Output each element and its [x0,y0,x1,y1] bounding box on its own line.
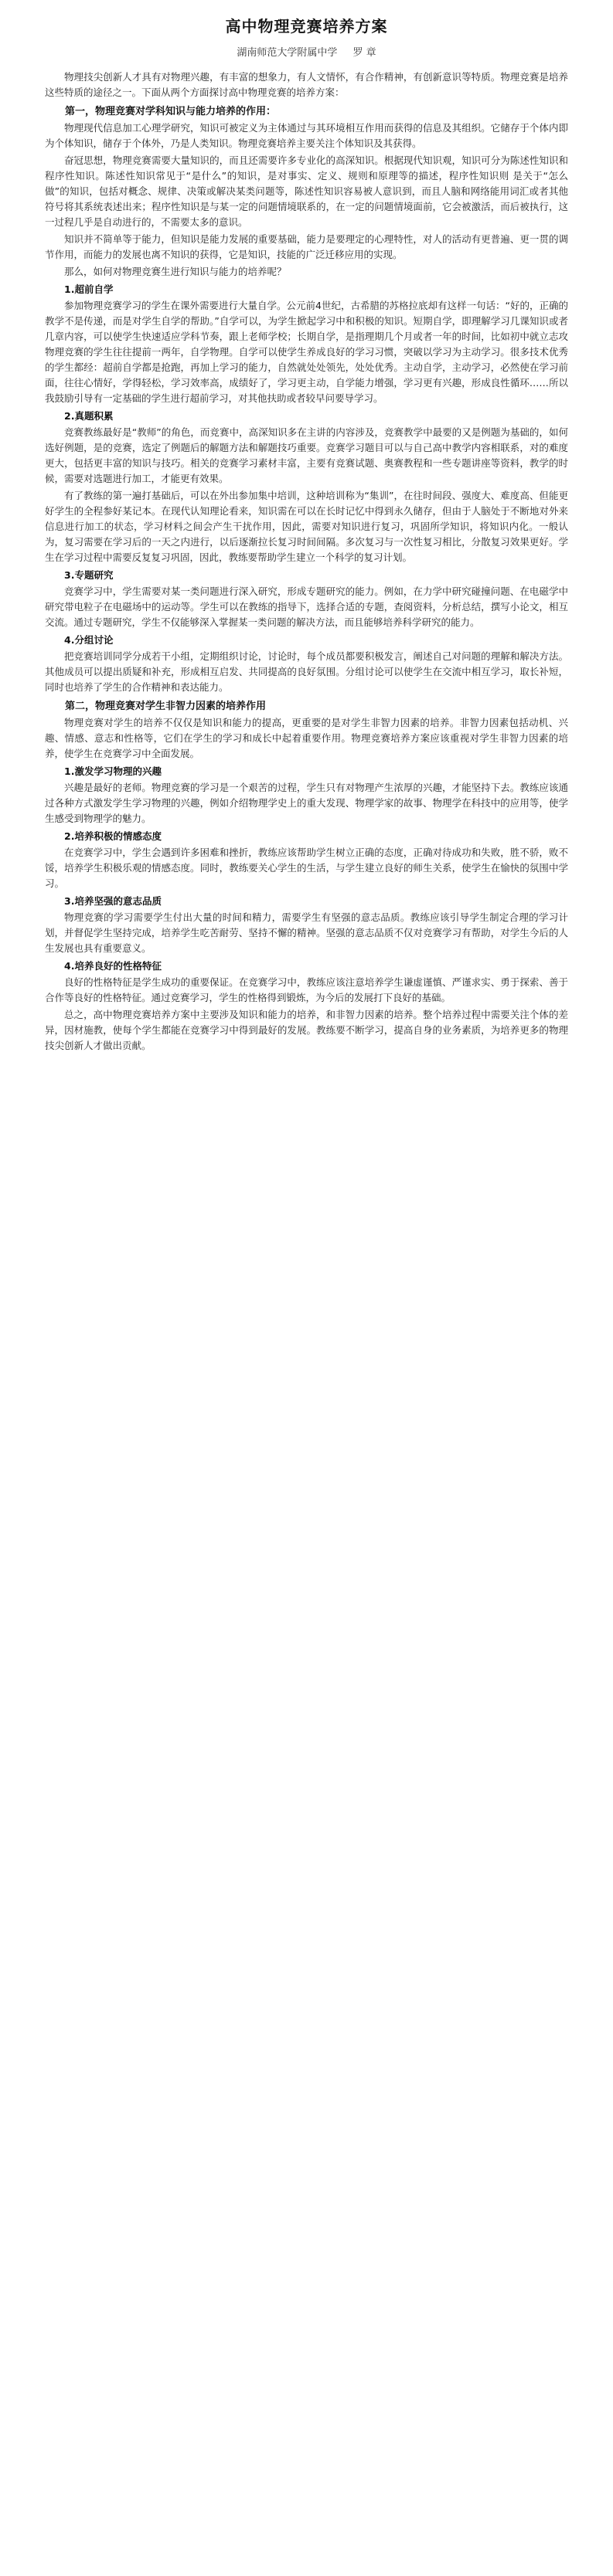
document-page [0,0,613,1086]
subsection-heading: 2.培养积极的情感态度 [64,830,162,842]
body-paragraph: 物理竞赛的学习需要学生付出大量的时间和精力，需要学生有坚强的意志品质。教练应该引导学生制定合理的学习计划，并督促学生坚持完成，培养学生吃苦耐劳、坚持不懈的精神。坚强的意志品质不仅对竞赛学习有帮助，对学生今后的人生发展也具有重要意义。 [45,911,568,954]
body-paragraph: 良好的性格特征是学生成功的重要保证。在竞赛学习中，教练应该注意培养学生谦虚谨慎、严谨求实、勇于探索、善于合作等良好的性格特征。通过竞赛学习，学生的性格得到锻炼，为今后的发展打下良好的基础。 [45,976,568,1003]
body-paragraph: 知识并不简单等于能力，但知识是能力发展的重要基础，能力是要理定的心理特性，对人的活动有更普遍、更一贯的调节作用，而能力的发展也离不知识的获得，它是知识，技能的广泛迁移应用的实现。 [45,233,568,260]
body-paragraph: 物理技尖创新人才具有对物理兴趣，有丰富的想象力，有人文情怀，有合作精神，有创新意识等特质。物理竞赛是培养这些特质的途径之一。下面从两个方面探讨高中物理竞赛的培养方案： [45,71,568,98]
body-paragraph: 那么，如何对物理竞赛生进行知识与能力的培养呢？ [64,266,287,277]
body-paragraph: 把竞赛培训同学分成若干小组，定期组织讨论，讨论时，每个成员都要积极发言，阐述自己对问题的理解和解决方法。其他成员可以提出质疑和补充，形成相互启发、共同提高的良好氛围。分组讨论可以使学生在交流中相互学习，取长补短，同时也培养了学生的合作精神和表达能力。 [45,650,568,693]
body-paragraph: 有了教练的第一遍打基础后，可以在外出参加集中培训，这种培训称为“集训”，在往时间段、强度大、难度高、但能更好学生的全程参好某记本。在现代认知理论看来，知识需在可以在长时记忆中得到永久储存，但由于人脑处于不断地对外来信息进行加工的状态，学习材料之间会产生干扰作用，因此，需要对知识进行复习，巩固所学知识，将知识内化。一般认为，复习需要在学习后的一天之内进行，以后逐渐拉长复习时间间隔。多次复习与一次性复习相比，分散复习效果更好。学生在学习过程中需要反复复习巩固，因此，教练要帮助学生建立一个科学的复习计划。 [45,490,568,563]
body-paragraph: 奋冠思想，物理竞赛需要大量知识的，而且还需要许多专业化的高深知识。根据现代知识观，知识可分为陈述性知识和程序性知识。陈述性知识常见于“是什么”的知识，是对事实、定义、规则和原理等的描述，程序性知识则 是关于“怎么做”的知识，包括对概念、规律、决策或解决某类问题等，陈述性知识容易被人意识到，而且人脑和网络能用词汇或者其他符号将其系统表述出来；程序性知识是与某一定的问题情境联系的，在一定的问题情境面前，它会被激活，而后被执行，这一过程几乎是自动进行的，不需要太多的意识。 [45,154,568,228]
section-heading: 第二，物理竞赛对学生非智力因素的培养作用 [65,701,267,712]
body-paragraph: 竞赛教练最好是“教师”的角色，而竞赛中，高深知识多在主讲的内容涉及，竞赛教学中最要的又是例题为基础的，如何选好例题，是的竞赛，选定了例题后的解题方法和解题技巧重要。竞赛学习题目可以与自己高中教学内容相联系，对的难度更大，包括更丰富的知识与技巧。相关的竞赛学习素材丰富，主要有竞赛试题、奥赛教程和一些专题讲座等资料，教学的时候，需要对选题进行加工，才能更有效果。 [45,426,568,484]
document-body [45,70,568,1054]
subsection-heading: 4.分组讨论 [64,634,114,646]
section-heading: 第一，物理竞赛对学科知识与能力培养的作用： [65,106,277,117]
author-name: 罗 章 [352,47,376,59]
body-paragraph: 物理现代信息加工心理学研究，知识可被定义为主体通过与其环境相互作用而获得的信息及其组织。它储存于个体内即为个体知识，储存于个体外，乃是人类知识。物理竞赛培养主要关注个体知识及其获得。 [45,122,568,149]
subsection-heading: 3.专题研究 [64,569,114,581]
document-byline [45,44,568,59]
body-paragraph: 物理竞赛对学生的培养不仅仅是知识和能力的提高，更重要的是对学生非智力因素的培养。非智力因素包括动机、兴趣、情感、意志和性格等，它们在学生的学习和成长中起着重要作用。物理竞赛培养方案应该重视对学生非智力因素的培养，使学生在竞赛学习中全面发展。 [45,717,568,759]
body-paragraph: 在竞赛学习中，学生会遇到许多困难和挫折，教练应该帮助学生树立正确的态度，正确对待成功和失败，胜不骄，败不馁，培养学生积极乐观的情感态度。同时，教练要关心学生的生活，与学生建立良好的师生关系，使学生在愉快的氛围中学习。 [45,847,568,889]
subsection-heading: 1.超前自学 [64,283,114,295]
document-title: 高中物理竞赛培养方案 [225,17,388,36]
author-school: 湖南师范大学附属中学 [237,47,338,59]
body-paragraph: 兴趣是最好的老师。物理竞赛的学习是一个艰苦的过程，学生只有对物理产生浓厚的兴趣，才能坚持下去。教练应该通过各种方式激发学生学习物理的兴趣，例如介绍物理学史上的重大发现、物理学家的故事、物理学在科技中的应用等，使学生感受到物理学的魅力。 [45,782,568,824]
subsection-heading: 4.培养良好的性格特征 [64,960,162,972]
subsection-heading: 2.真题积累 [64,410,114,422]
subsection-heading: 1.激发学习物理的兴趣 [64,765,162,777]
subsection-heading: 3.培养坚强的意志品质 [64,895,162,907]
body-paragraph: 总之，高中物理竞赛培养方案中主要涉及知识和能力的培养，和非智力因素的培养。整个培养过程中需要关注个体的差异，因材施教，使每个学生都能在竞赛学习中得到最好的发展。教练要不断学习，提高自身的业务素质，为培养更多的物理技尖创新人才做出贡献。 [45,1009,568,1051]
body-paragraph: 竞赛学习中，学生需要对某一类问题进行深入研究，形成专题研究的能力。例如，在力学中研究碰撞问题、在电磁学中研究带电粒子在电磁场中的运动等。学生可以在教练的指导下，选择合适的专题，查阅资料，分析总结，撰写小论文，相互交流。通过专题研究，学生不仅能够深入掌握某一类问题的解决方法，而且能够培养科学研究的能力。 [45,585,568,628]
body-paragraph: 参加物理竞赛学习的学生在课外需要进行大量自学。公元前4世纪，古希腊的苏格拉底却有这样一句话：“好的，正确的教学不是传递，而是对学生自学的帮助。”自学可以，为学生掀起学习中和积极的知识。短期自学，即理解学习几课知识或者几章内容，可以使学生快速适应学科节奏，跟上老师学校；长期自学，是指理期几个月或者一年的时间，比如初中就立志攻物理竞赛的学生往往提前一两年，自学物理。自学可以使学生养成良好的学习习惯，突破以学习为主动学习。很多技术优秀的学生都经：超前自学都是抢跑，再加上学习的能力，自然就处处领先，处处优秀。主动自学，主动学习，必然使在学习前面，往往心情好，学得轻松，学习效率高，成绩好了，学习更主动，自学能力增强，学习更有兴趣，形成良性循环……所以我鼓励引导有一定基础的学生进行超前学习，对其他扶助或者较早问要导学习。 [45,300,568,404]
